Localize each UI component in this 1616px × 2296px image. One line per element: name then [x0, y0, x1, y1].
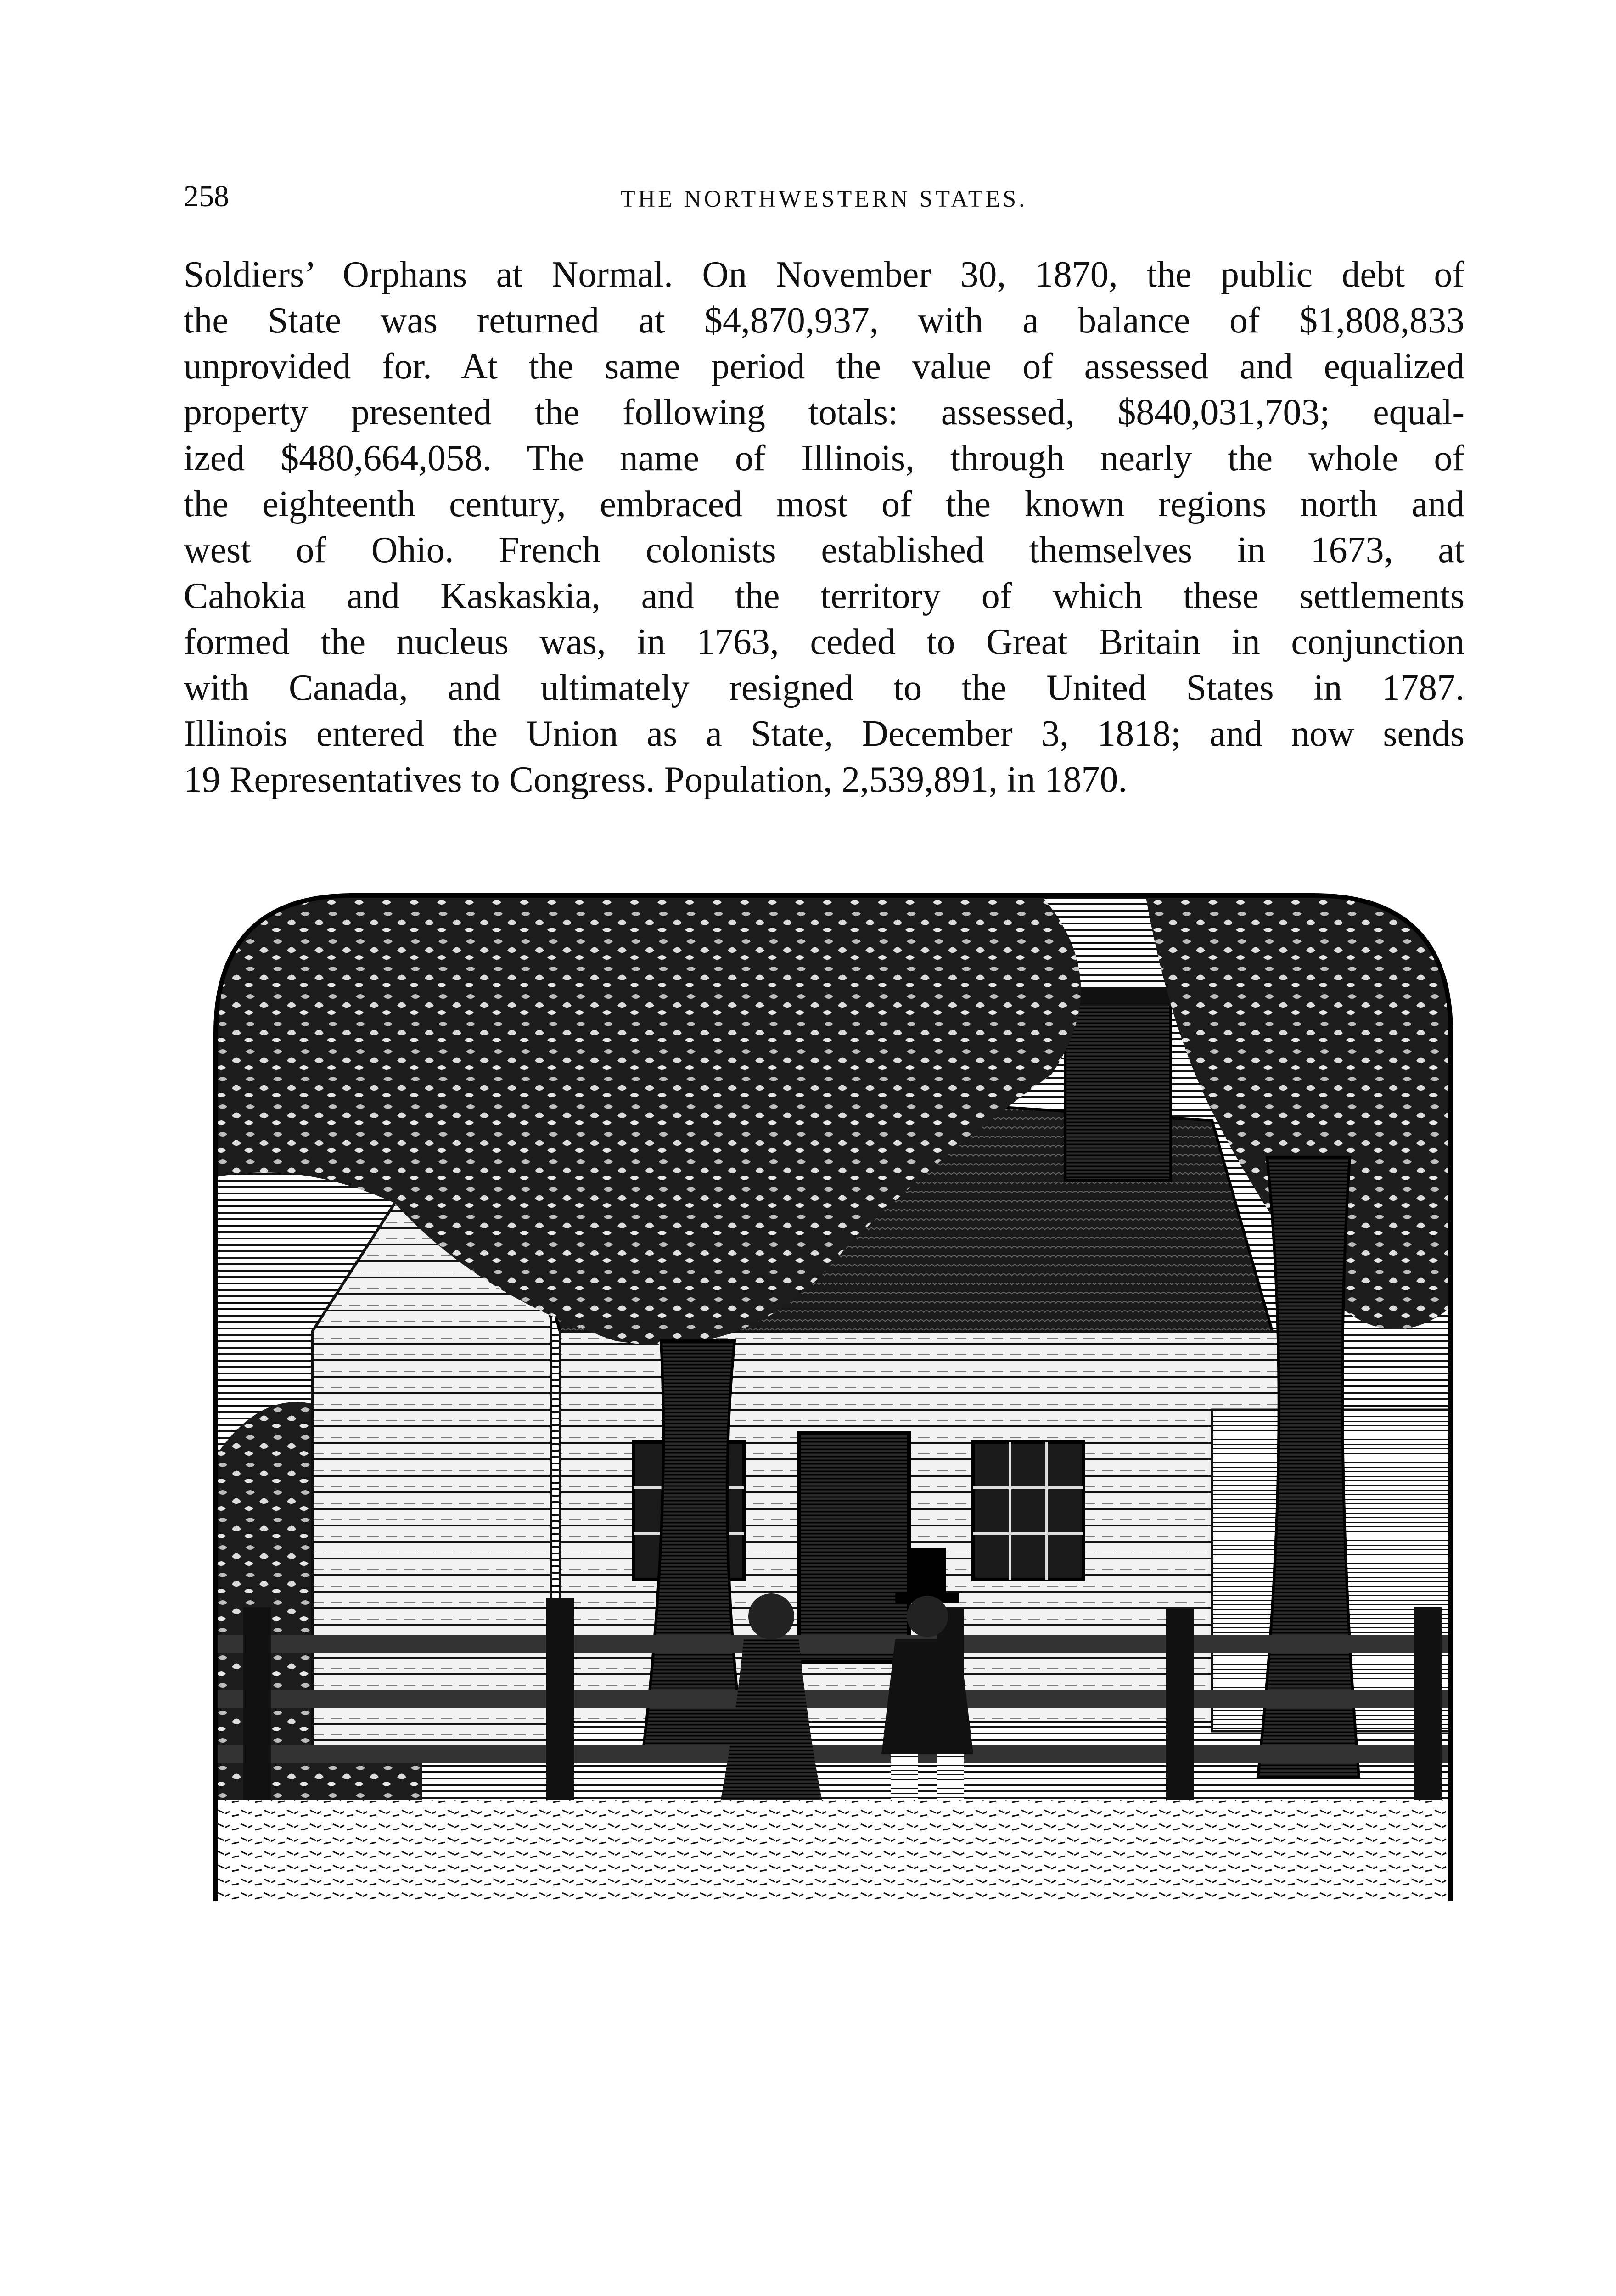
chimney	[1065, 996, 1171, 1180]
body-line: formed the nucleus was, in 1763, ceded to Great Britain in conjunction	[184, 622, 1464, 662]
engraving-scene	[202, 882, 1464, 1984]
ground	[202, 1800, 1464, 1984]
body-line: property presented the following totals: assessed, $840,031,703; equal-	[184, 392, 1464, 433]
body-line: the eighteenth century, embraced most of the known regions north and	[184, 484, 1464, 524]
body-line: with Canada, and ultimately resigned to the United States in 1787.	[184, 668, 1464, 708]
window-right	[973, 1442, 1083, 1580]
page-number: 258	[184, 180, 229, 213]
running-head	[184, 178, 1464, 215]
body-line: 19 Representatives to Congress. Population, 2,539,891, in 1870.	[184, 760, 1128, 800]
body-paragraph	[184, 252, 1464, 803]
house-engraving	[202, 882, 1464, 1984]
body-line: ized $480,664,058. The name of Illinois, through nearly the whole of	[184, 438, 1464, 478]
engraving-svg	[202, 882, 1464, 1984]
body-line: Illinois entered the Union as a State, December 3, 1818; and now sends	[184, 714, 1464, 754]
body-line: the State was returned at $4,870,937, with a balance of $1,808,833	[184, 300, 1464, 341]
body-line: west of Ohio. French colonists established themselves in 1673, at	[184, 530, 1464, 570]
body-line: Soldiers’ Orphans at Normal. On November 30, 1870, the public debt of	[184, 254, 1464, 295]
body-line: Cahokia and Kaskaskia, and the territory of which these settlements	[184, 576, 1464, 616]
body-line: unprovided for. At the same period the value of assessed and equalized	[184, 346, 1464, 387]
front-door	[799, 1433, 909, 1662]
running-title: THE NORTHWESTERN STATES.	[620, 186, 1028, 212]
